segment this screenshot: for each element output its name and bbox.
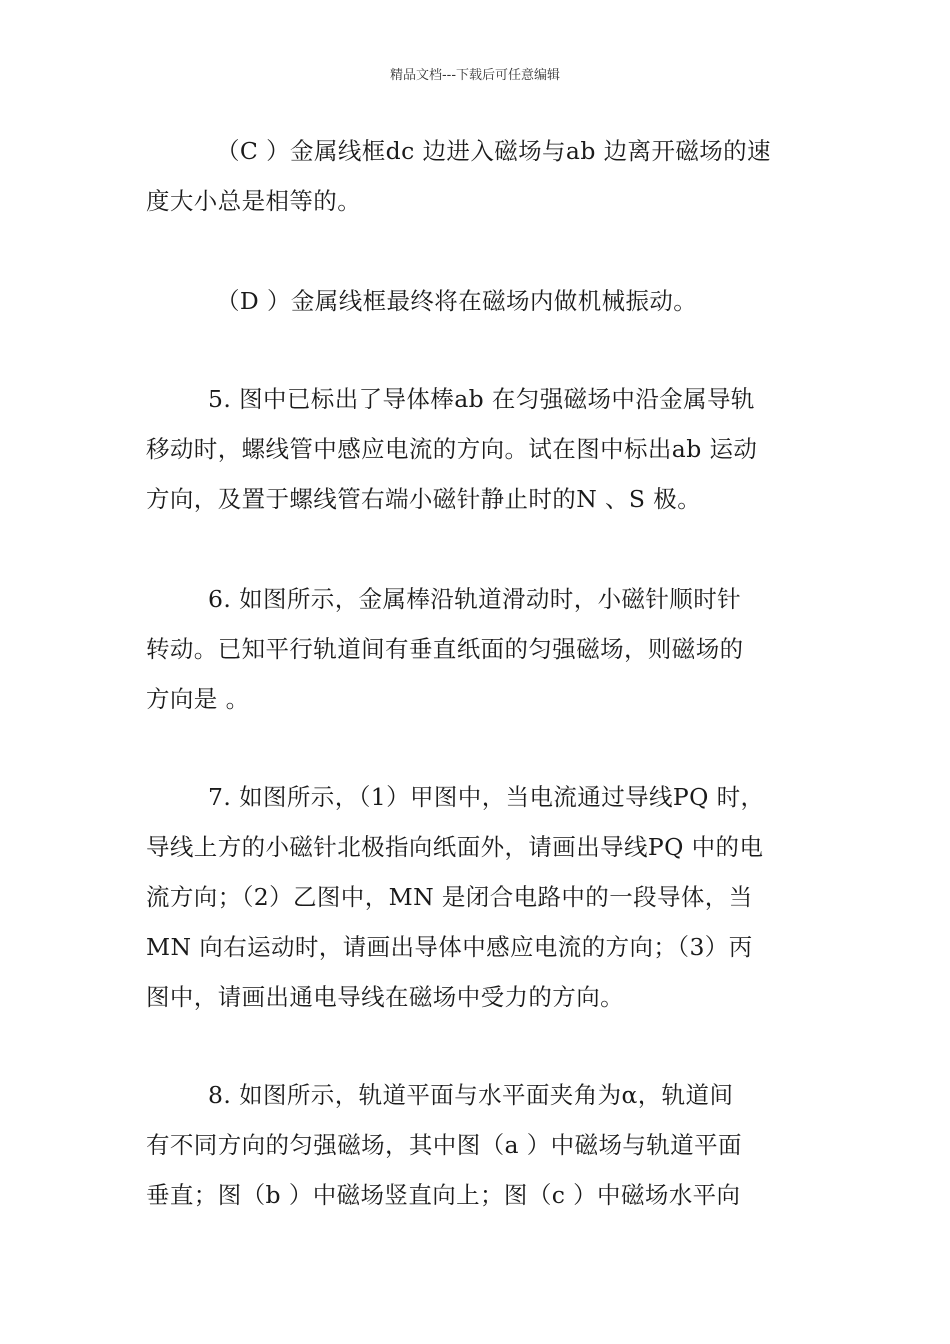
question-8-line-1: 8. 如图所示，轨道平面与水平面夹角为α，轨道间 xyxy=(208,1081,734,1109)
question-5-line-1: 5. 图中已标出了导体棒ab 在匀强磁场中沿金属导轨 xyxy=(208,385,755,413)
question-7-line-1: 7. 如图所示，（1）甲图中，当电流通过导线PQ 时， xyxy=(208,783,765,811)
question-7-line-3: 流方向；（2）乙图中，MN 是闭合电路中的一段导体，当 xyxy=(146,883,753,911)
question-5-line-3: 方向，及置于螺线管右端小磁针静止时的N 、S 极。 xyxy=(146,485,702,513)
question-8-line-2: 有不同方向的匀强磁场，其中图（a ）中磁场与轨道平面 xyxy=(146,1131,742,1159)
question-8-line-3: 垂直；图（b ）中磁场竖直向上；图（c ）中磁场水平向 xyxy=(146,1181,741,1209)
question-7-line-5: 图中，请画出通电导线在磁场中受力的方向。 xyxy=(146,983,624,1011)
question-6-line-2: 转动。已知平行轨道间有垂直纸面的匀强磁场，则磁场的 xyxy=(146,635,744,663)
page-header: 精品文档---下载后可任意编辑 xyxy=(389,68,561,83)
question-7-line-4: MN 向右运动时，请画出导体中感应电流的方向；（3）丙 xyxy=(146,933,753,961)
question-6-line-3: 方向是 。 xyxy=(146,685,250,713)
option-c-line-2: 度大小总是相等的。 xyxy=(146,187,362,215)
question-6-line-1: 6. 如图所示，金属棒沿轨道滑动时，小磁针顺时针 xyxy=(208,585,741,613)
question-5-line-2: 移动时，螺线管中感应电流的方向。试在图中标出ab 运动 xyxy=(146,435,758,463)
option-c-line-1: （C ）金属线框dc 边进入磁场与ab 边离开磁场的速 xyxy=(216,137,771,165)
question-7-line-2: 导线上方的小磁针北极指向纸面外，请画出导线PQ 中的电 xyxy=(146,833,764,861)
option-d-line: （D ）金属线框最终将在磁场内做机械振动。 xyxy=(216,287,698,315)
